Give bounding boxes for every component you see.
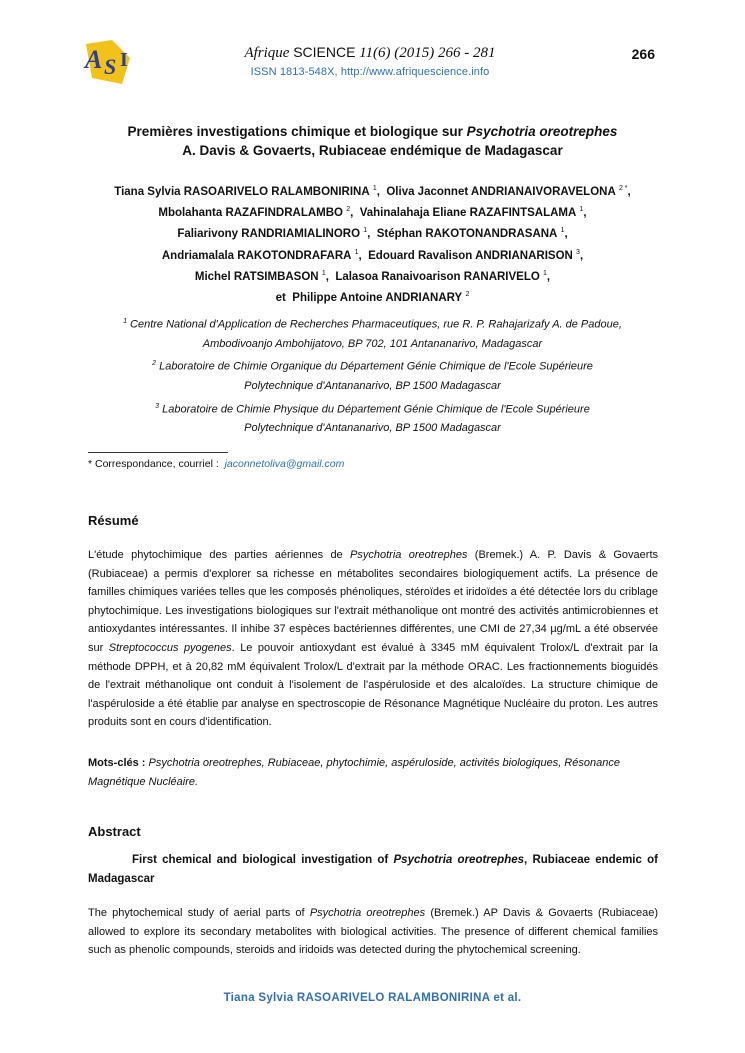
- svg-text:I: I: [120, 49, 128, 71]
- abstract-paragraph: The phytochemical study of aerial parts of Psychotria oreotrephes (Bremek.) AP Davis & Govaerts (Rubiaceae) allowed to explore its secondary metabolites with biological activities. The presence of different chemical families such as phenolic compounds, steroids and iridoids was detected during the phytochemical screening.: [88, 907, 658, 957]
- journal-citation: Afrique SCIENCE 11(6) (2015) 266 - 281: [244, 44, 496, 61]
- resume-paragraph: L'étude phytochimique des parties aériennes de Psychotria oreotrephes (Bremek.) A. P. Davis & Govaerts (Rubiaceae) a permis d'explorer sa richesse en métabolites secondaires biologiquement actifs. La présence de familles chimiques variées telles que les composés phénoliques, stéroïdes et iridoïdes a été détectée lors du criblage phytochimique. Les investigations biologiques sur l'extrait méthanolique ont montré des activités antimicrobiennes et antioxydantes intéressantes. Il inhibe 37 espèces bactériennes différentes, une CMI de 27,34 µg/mL a été observée sur Streptococcus pyogenes. Le pouvoir antioxydant est évalué à 3345 mM équivalent Trolox/L d'extrait par la méthode DPPH, et à 20,82 mM équivalent Trolox/L d'extrait par la méthode ORAC. Les fractionnements bioguidés de l'extrait méthanolique ont conduit à l'isolement de l'aspéruloside et des alcaloïdes. La structure chimique de l'aspéruloside a été établie par analyse en spectroscopie de Résonance Magnétique Nucléaire du proton. Les autres produits sont en cours d'identification.: [88, 549, 658, 729]
- page-number: 266: [631, 46, 655, 62]
- author: Edouard Ravalison ANDRIANARISON: [368, 249, 573, 262]
- author: Michel RATSIMBASON: [194, 270, 319, 283]
- keywords: [88, 754, 658, 791]
- affiliation: Centre National d'Application de Recherches Pharmaceutiques, rue R. P. Rahajarizafy A. de Padoue,: [130, 318, 622, 331]
- journal-header: [160, 44, 580, 78]
- abstract-heading: Abstract: [88, 824, 141, 839]
- author: Faliarivony RANDRIAMIALINORO: [177, 228, 361, 241]
- author: Philippe Antoine ANDRIANARY: [292, 292, 463, 304]
- author: Stéphan RAKOTONANDRASANA: [376, 228, 558, 241]
- abstract-title: First chemical and biological investigation of Psychotria oreotrephes, Rubiaceae endemic of Madagascar: [88, 854, 658, 885]
- author-list: Tiana Sylvia RASOARIVELO RALAMBONIRINA $^1$, Oliva Jaconnet ANDRIANAIVORAVELONA $^{2 *}$, Mbolahanta RAZAFINDRALAMBO $^2$, Vahinalahaja Eliane RAZAFINTSALAMA $^1$, Faliarivony RANDRIAMIALINORO $^1$, Stéphan RAKOTONANDRASANA $^1$, Andriamalala RAKOTONDRAFARA $^1$, Edouard Ravalison ANDRIANARISON $^3$, Michel RATSIMBASON $^1$, Lalasoa Ranaivoarison RANARIVELO $^1$, et Philippe Antoine ANDRIANARY $^2$: [114, 185, 631, 304]
- journal-logo: [82, 38, 134, 86]
- resume-heading: Résumé: [88, 513, 139, 528]
- footnote-divider: [88, 452, 228, 453]
- author: Andriamalala RAKOTONDRAFARA: [161, 249, 352, 262]
- author: Mbolahanta RAZAFINDRALAMBO: [158, 207, 343, 220]
- author: Oliva Jaconnet ANDRIANAIVORAVELONA: [386, 185, 616, 198]
- paper-title: Premières investigations chimique et biologique sur Psychotria oreotrephes A. Davis & Govaerts, Rubiaceae endémique de Madagascar: [127, 124, 618, 158]
- affiliation: Laboratoire de Chimie Physique du Département Génie Chimique de l'Ecole Supérieure: [162, 403, 590, 416]
- author: Tiana Sylvia RASOARIVELO RALAMBONIRINA: [114, 185, 370, 198]
- svg-text:A: A: [85, 45, 103, 74]
- keywords-label: Mots-clés :: [88, 757, 149, 769]
- author: Lalasoa Ranaivoarison RANARIVELO: [335, 270, 540, 283]
- keywords-text: Psychotria oreotrephes, Rubiaceae, phytochimie, aspéruloside, activités biologiques, Résonance Magnétique Nucléaire.: [88, 757, 620, 788]
- running-footer: Tiana Sylvia RASOARIVELO RALAMBONIRINA et al.: [223, 992, 522, 1004]
- affiliations: $^1$ Centre National d'Application de Recherches Pharmaceutiques, rue R. P. Rahajarizafy A. de Padoue, Ambodivoanjo Ambohijatovo, BP 702, 101 Antananarivo, Madagascar $^2$ Laboratoire de Chimie Organique du Département Génie Chimique de l'Ecole Supérieure Polytechnique d'Antananarivo, BP 1500 Madagascar $^3$ Laboratoire de Chimie Physique du Département Génie Chimique de l'Ecole Supérieure Polytechnique d'Antananarivo, BP 1500 Madagascar: [123, 318, 622, 435]
- correspondence-email-link[interactable]: jaconnetoliva@gmail.com: [224, 458, 345, 470]
- svg-text:S: S: [104, 54, 117, 79]
- author-connector: et: [275, 292, 286, 304]
- issn-url[interactable]: ISSN 1813-548X, http://www.afriquescience.info: [250, 66, 490, 78]
- correspondence-note: * Correspondance, courriel : jaconnetoliva@gmail.com: [88, 458, 345, 470]
- affiliation: Laboratoire de Chimie Organique du Département Génie Chimique de l'Ecole Supérieure: [159, 360, 593, 373]
- author: Vahinalahaja Eliane RAZAFINTSALAMA: [359, 207, 577, 220]
